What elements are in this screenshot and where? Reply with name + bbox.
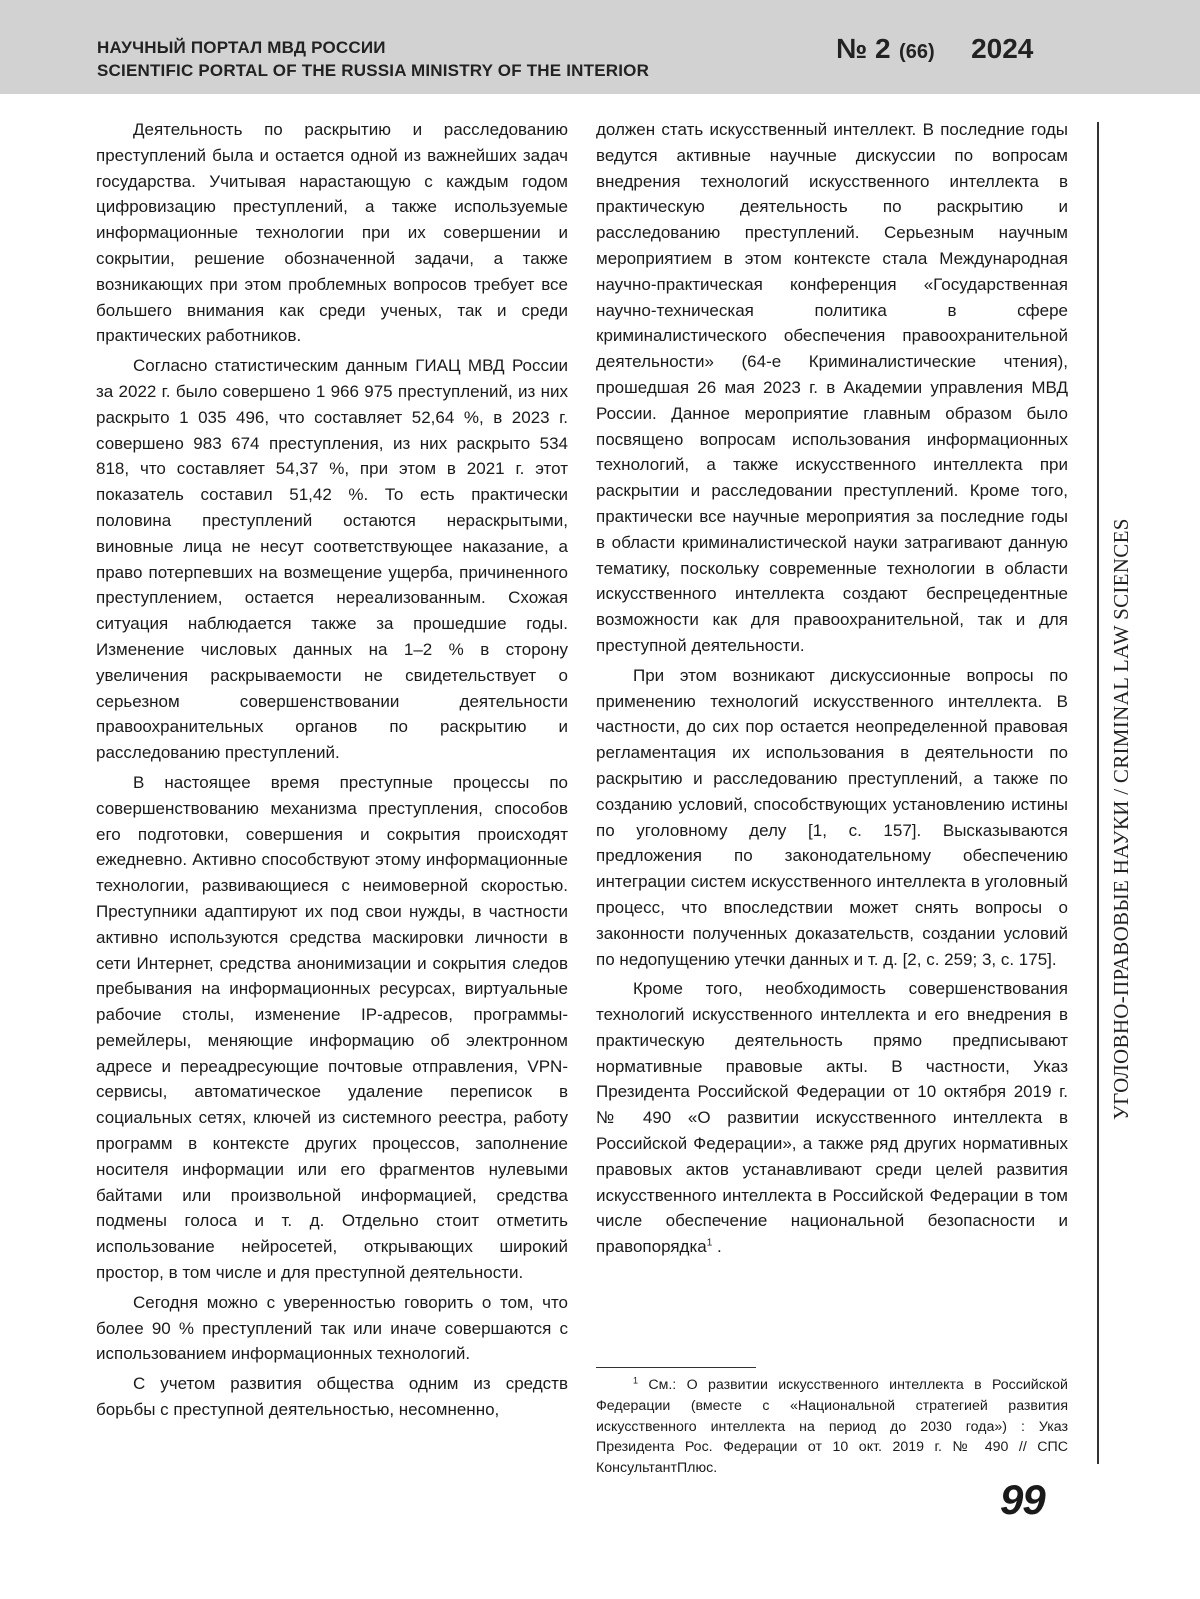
section-title-vertical: УГОЛОВНО-ПРАВОВЫЕ НАУКИ / CRIMINAL LAW SCIENCES xyxy=(1109,518,1133,1120)
paragraph: С учетом развития общества одним из средств борьбы с преступной деятельностью, несомненно, xyxy=(96,1374,568,1420)
footnote-marker: 1 xyxy=(633,1375,639,1386)
footnote-text: См.: О развитии искусственного интеллекта в Российской Федерации (вместе с «Национальной стратегией развития искусственного интеллекта на период до 2030 года») : Указ Президента Рос. Федерации от 10 окт. 2019 г. № 490 // СПС КонсультантПлюс. xyxy=(596,1377,1068,1477)
journal-title-en: SCIENTIFIC PORTAL OF THE RUSSIA MINISTRY OF THE INTERIOR xyxy=(97,61,650,80)
left-column xyxy=(96,117,568,1427)
paragraph xyxy=(596,976,1068,1260)
page-number: 99 xyxy=(1000,1476,1045,1523)
footnote-text-block xyxy=(596,1375,1068,1479)
footnote xyxy=(596,1375,1068,1479)
paragraph-text: Кроме того, необходимость совершенствования технологий искусственного интеллекта и его внедрения в практическую деятельность прямо предписывают нормативные правовые акты. В частности, Указ Президента Российской Федерации от 10 октября 2019 г. № 490 «О развитии искусственного интеллекта в Российской Федерации», а также ряд других нормативных правовых актов устанавливают среди целей развития искусственного интеллекта в Российской Федерации в том числе обеспечение национальной безопасности и правопорядка xyxy=(596,979,1068,1257)
paragraph: Сегодня можно с уверенностью говорить о том, что более 90 % преступлений так или иначе совершаются с использованием информационных технологий. xyxy=(96,1292,568,1364)
paragraph-continued: должен стать искусственный интеллект. В последние годы ведутся активные научные дискуссии по вопросам внедрения технологий искусственного интеллекта в практическую деятельность по раскрытию и расследованию преступлений. Серьезным научным мероприятием в этом контексте стала Международная научно-практическая конференция «Государственная научно-техническая политика в сфере криминалистического обеспечения правоохранительной деятельности» (64-е Криминалистические чтения), прошедшая 26 мая 2023 г. в Академии управления МВД России. Данное мероприятие главным образом было посвящено вопросам использования информационных технологий, а также искусственного интеллекта при раскрытии и расследовании преступлений. Кроме того, практически все научные мероприятия за последние годы в области криминалистической науки затрагивают данную тематику, поскольку современные технологии в области искусственного интеллекта создают беспрецедентные возможности как для правоохранительной, так и для преступной деятельности. xyxy=(596,120,1068,655)
journal-title-ru: НАУЧНЫЙ ПОРТАЛ МВД РОССИИ xyxy=(97,38,386,57)
footnote-reference[interactable]: 1 xyxy=(706,1237,713,1249)
issue-info xyxy=(836,33,1033,65)
issue-total-number: (66) xyxy=(899,41,935,63)
paragraph-end: . xyxy=(712,1237,722,1257)
issue-number: № 2 xyxy=(836,33,891,64)
journal-header xyxy=(0,0,1200,94)
issue-year: 2024 xyxy=(971,33,1034,64)
paragraph: Деятельность по раскрытию и расследованию преступлений была и остается одной из важнейших задач государства. Учитывая нарастающую с каждым годом цифровизацию преступлений, а также используемые информационные технологии при их совершении и сокрытии, решение обозначенной задачи, а также возникающих при этом проблемных вопросов требует все большего внимания как среди ученых, так и среди практических работников. xyxy=(96,120,568,346)
paragraph: Согласно статистическим данным ГИАЦ МВД России за 2022 г. было совершено 1 966 975 преступлений, из них раскрыто 1 035 496, что составляет 52,64 %, в 2023 г. совершено 983 674 преступления, из них раскрыто 534 818, что составляет 54,37 %, при этом в 2021 г. этот показатель составил 51,42 %. То есть практически половина преступлений остаются нераскрытыми, виновные лица не несут соответствующее наказание, а право потерпевших на возмещение ущерба, причиненного преступлением, остается нереализованным. Схожая ситуация наблюдается также за прошедшие годы. Изменение числовых данных на 1–2 % в сторону увеличения раскрываемости не свидетельствует о серьезном совершенствовании деятельности правоохранительных органов по раскрытию и расследованию преступлений. xyxy=(96,356,568,763)
paragraph: При этом возникают дискуссионные вопросы по применению технологий искусственного интеллекта. В частности, до сих пор остается неопределенной правовая регламентация их использования в деятельности по раскрытию и расследованию преступлений, а также по созданию условий, способствующих установлению истины по уголовному делу [1, с. 157]. Высказываются предложения по законодательному обеспечению интеграции систем искусственного интеллекта в уголовный процесс, что впоследствии может снять вопросы о законности полученных доказательств, создании условий по недопущению утечки данных и т. д. [2, с. 259; 3, с. 175]. xyxy=(596,665,1068,969)
section-divider-line xyxy=(1097,122,1099,1464)
right-column xyxy=(596,117,1068,1264)
footnote-separator xyxy=(596,1367,756,1368)
paragraph: В настоящее время преступные процессы по совершенствованию механизма преступления, способов его подготовки, совершения и сокрытия происходят ежедневно. Активно способствуют этому информационные технологии, развивающиеся с неимоверной скоростью. Преступники адаптируют их под свои нужды, в частности активно используются средства маскировки личности в сети Интернет, средства анонимизации и сокрытия следов пребывания на информационных ресурсах, виртуальные рабочие столы, изменение IP-адресов, программы-ремейлеры, меняющие информацию об электронном адресе и переадресующие почтовые отправления, VPN-сервисы, автоматическое удаление переписок в социальных сетях, ключей из системного реестра, работу программ в контексте других процессов, заполнение носителя информации или его фрагментов нулевыми байтами или произвольной информацией, средства подмены голоса и т. д. Отдельно стоит отметить использование нейросетей, открывающих широкий простор, в том числе и для преступной деятельности. xyxy=(96,772,568,1283)
